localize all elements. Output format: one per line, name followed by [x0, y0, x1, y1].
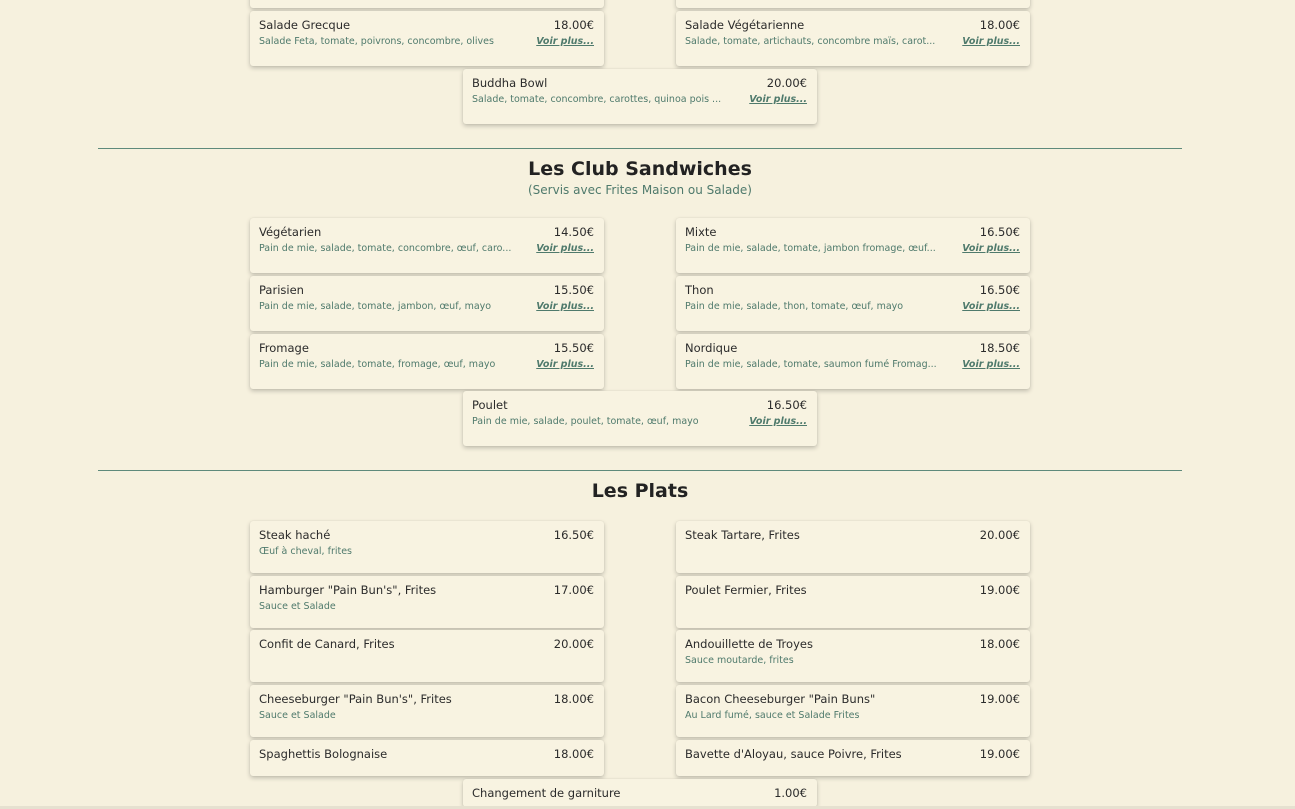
- item-price: 16.50€: [979, 283, 1020, 297]
- menu-item-card: [250, 576, 604, 628]
- item-price: 18.00€: [979, 18, 1020, 32]
- item-price: 17.00€: [553, 583, 594, 597]
- menu-item-card: [676, 521, 1030, 573]
- item-name: Steak haché: [259, 528, 331, 542]
- item-description: Pain de mie, salade, thon, tomate, œuf, mayo: [685, 301, 904, 312]
- menu-card-partial: [676, 0, 1030, 8]
- item-price: 19.00€: [979, 692, 1020, 706]
- item-price: 15.50€: [553, 283, 594, 297]
- menu-item-card: [250, 11, 604, 66]
- item-name: Confit de Canard, Frites: [259, 637, 395, 651]
- section-title: Les Club Sandwiches: [528, 158, 752, 180]
- item-price: 18.00€: [979, 637, 1020, 651]
- menu-item-card: [250, 740, 604, 776]
- item-name: Bacon Cheeseburger "Pain Buns": [685, 692, 876, 706]
- menu-item-card: [250, 218, 604, 273]
- item-description: Pain de mie, salade, tomate, jambon fromage, œuf...: [685, 243, 936, 254]
- item-description: Au Lard fumé, sauce et Salade Frites: [685, 710, 860, 721]
- item-description: Pain de mie, salade, tomate, jambon, œuf, mayo: [259, 301, 492, 312]
- item-name: Changement de garniture: [472, 786, 621, 800]
- see-more-link[interactable]: Voir plus...: [749, 94, 807, 105]
- section-subtitle: (Servis avec Frites Maison ou Salade): [528, 183, 752, 197]
- menu-card-partial: [250, 0, 604, 8]
- see-more-link[interactable]: Voir plus...: [536, 359, 594, 370]
- menu-item-card: [250, 334, 604, 389]
- item-price: 14.50€: [553, 225, 594, 239]
- item-description: Sauce moutarde, frites: [685, 655, 794, 666]
- item-description: Pain de mie, salade, poulet, tomate, œuf, mayo: [472, 416, 699, 427]
- item-price: 20.00€: [979, 528, 1020, 542]
- item-price: 18.00€: [553, 692, 594, 706]
- menu-item-card: [676, 685, 1030, 737]
- item-price: 20.00€: [553, 637, 594, 651]
- see-more-link[interactable]: Voir plus...: [962, 301, 1020, 312]
- menu-item-card: [463, 69, 817, 124]
- see-more-link[interactable]: Voir plus...: [536, 36, 594, 47]
- item-name: Fromage: [259, 341, 309, 355]
- item-price: 18.00€: [553, 18, 594, 32]
- see-more-link[interactable]: Voir plus...: [962, 36, 1020, 47]
- menu-item-card: [463, 779, 817, 807]
- menu-item-card: [250, 276, 604, 331]
- item-price: 1.00€: [774, 786, 807, 800]
- item-price: 16.50€: [766, 398, 807, 412]
- item-name: Andouillette de Troyes: [685, 637, 813, 651]
- item-price: 16.50€: [979, 225, 1020, 239]
- see-more-link[interactable]: Voir plus...: [536, 301, 594, 312]
- menu-item-card: [676, 740, 1030, 776]
- section-title: Les Plats: [591, 480, 689, 502]
- item-price: 20.00€: [766, 76, 807, 90]
- item-description: Salade, tomate, concombre, carottes, quinoa pois ...: [472, 94, 722, 105]
- menu-item-card: [250, 630, 604, 682]
- item-name: Cheeseburger "Pain Bun's", Frites: [259, 692, 452, 706]
- item-price: 19.00€: [979, 747, 1020, 761]
- item-description: Salade Feta, tomate, poivrons, concombre, olives: [259, 36, 494, 47]
- item-description: Pain de mie, salade, tomate, fromage, œuf, mayo: [259, 359, 496, 370]
- item-name: Parisien: [259, 283, 304, 297]
- menu-item-card: [250, 521, 604, 573]
- item-name: Bavette d'Aloyau, sauce Poivre, Frites: [685, 747, 902, 761]
- item-description: Pain de mie, salade, tomate, saumon fumé Fromag...: [685, 359, 937, 370]
- menu-item-card: [676, 218, 1030, 273]
- menu-item-card: [250, 685, 604, 737]
- section-divider: [98, 148, 1182, 149]
- item-description: Œuf à cheval, frites: [259, 546, 353, 557]
- item-price: 18.00€: [553, 747, 594, 761]
- item-price: 15.50€: [553, 341, 594, 355]
- menu-item-card: [676, 630, 1030, 682]
- see-more-link[interactable]: Voir plus...: [536, 243, 594, 254]
- menu-item-card: [676, 276, 1030, 331]
- menu-item-card: [676, 576, 1030, 628]
- item-price: 18.50€: [979, 341, 1020, 355]
- item-name: Hamburger "Pain Bun's", Frites: [259, 583, 437, 597]
- item-name: Buddha Bowl: [472, 76, 548, 90]
- see-more-link[interactable]: Voir plus...: [962, 359, 1020, 370]
- item-name: Thon: [685, 283, 714, 297]
- item-name: Salade Grecque: [259, 18, 351, 32]
- section-divider: [98, 470, 1182, 471]
- item-description: Salade, tomate, artichauts, concombre maïs, carot...: [685, 36, 936, 47]
- item-name: Nordique: [685, 341, 738, 355]
- item-name: Steak Tartare, Frites: [685, 528, 800, 542]
- item-description: Sauce et Salade: [259, 710, 336, 721]
- item-price: 19.00€: [979, 583, 1020, 597]
- menu-item-card: [676, 334, 1030, 389]
- item-name: Poulet: [472, 398, 508, 412]
- see-more-link[interactable]: Voir plus...: [962, 243, 1020, 254]
- item-description: Sauce et Salade: [259, 601, 336, 612]
- see-more-link[interactable]: Voir plus...: [749, 416, 807, 427]
- item-name: Spaghettis Bolognaise: [259, 747, 388, 761]
- menu-item-card: [676, 11, 1030, 66]
- item-name: Poulet Fermier, Frites: [685, 583, 807, 597]
- item-name: Végétarien: [259, 225, 322, 239]
- menu-item-card: [463, 391, 817, 446]
- item-description: Pain de mie, salade, tomate, concombre, œuf, caro...: [259, 243, 512, 254]
- item-name: Mixte: [685, 225, 717, 239]
- item-price: 16.50€: [553, 528, 594, 542]
- item-name: Salade Végétarienne: [685, 18, 805, 32]
